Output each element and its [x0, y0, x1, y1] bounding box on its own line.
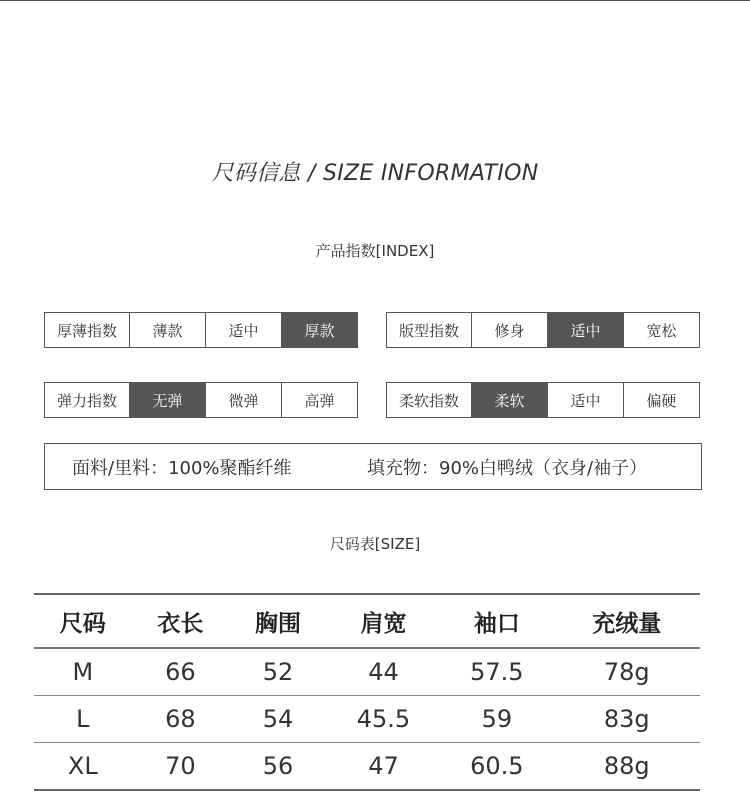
- fit-option-selected: 适中: [547, 313, 623, 347]
- size-table: [34, 593, 700, 791]
- top-divider: [0, 0, 750, 1]
- elasticity-index: [44, 382, 358, 418]
- cell-shoulder: 44: [327, 648, 440, 696]
- index-title: 产品指数[INDEX]: [315, 242, 435, 260]
- fit-index-label: 版型指数: [398, 321, 459, 340]
- cell-size: XL: [34, 743, 132, 791]
- fit-option: 宽松: [623, 313, 699, 347]
- cell-cuff: 57.5: [440, 648, 553, 696]
- table-row: [34, 743, 700, 791]
- softness-option-selected: 柔软: [471, 383, 547, 417]
- softness-option: 偏硬: [623, 383, 699, 417]
- cell-chest: 56: [229, 743, 327, 791]
- cell-cuff: 60.5: [440, 743, 553, 791]
- filling-info: 填充物：90%白鸭绒（衣身/袖子）: [367, 457, 648, 479]
- cell-down-fill: 88g: [554, 743, 700, 791]
- cell-length: 70: [132, 743, 230, 791]
- elasticity-option: 高弹: [281, 383, 357, 417]
- softness-option: 适中: [547, 383, 623, 417]
- table-row: [34, 696, 700, 743]
- elasticity-option: 微弹: [205, 383, 281, 417]
- header-length: 衣长: [132, 594, 230, 648]
- cell-chest: 54: [229, 696, 327, 743]
- thickness-index-label: 厚薄指数: [56, 321, 117, 340]
- thickness-option: 适中: [205, 313, 281, 347]
- elasticity-option-selected: 无弹: [129, 383, 205, 417]
- size-title: 尺码表[SIZE]: [329, 535, 421, 553]
- page-title: 尺码信息 / SIZE INFORMATION: [211, 161, 539, 186]
- cell-shoulder: 45.5: [327, 696, 440, 743]
- cell-length: 68: [132, 696, 230, 743]
- fit-index: [386, 312, 700, 348]
- cell-down-fill: 83g: [554, 696, 700, 743]
- thickness-index: [44, 312, 358, 348]
- fit-option: 修身: [471, 313, 547, 347]
- cell-chest: 52: [229, 648, 327, 696]
- header-shoulder: 肩宽: [327, 594, 440, 648]
- cell-size: M: [34, 648, 132, 696]
- table-row: [34, 648, 700, 696]
- cell-shoulder: 47: [327, 743, 440, 791]
- elasticity-index-label: 弹力指数: [56, 391, 117, 410]
- thickness-option: 薄款: [129, 313, 205, 347]
- header-size: 尺码: [34, 594, 132, 648]
- header-cuff: 袖口: [440, 594, 553, 648]
- material-info: [44, 443, 702, 490]
- fabric-info: 面料/里料：100%聚酯纤维: [72, 457, 292, 479]
- size-table-header: [34, 594, 700, 648]
- thickness-option-selected: 厚款: [281, 313, 357, 347]
- cell-cuff: 59: [440, 696, 553, 743]
- cell-down-fill: 78g: [554, 648, 700, 696]
- header-down-fill: 充绒量: [554, 594, 700, 648]
- cell-length: 66: [132, 648, 230, 696]
- softness-index: [386, 382, 700, 418]
- header-chest: 胸围: [229, 594, 327, 648]
- softness-index-label: 柔软指数: [398, 391, 459, 410]
- cell-size: L: [34, 696, 132, 743]
